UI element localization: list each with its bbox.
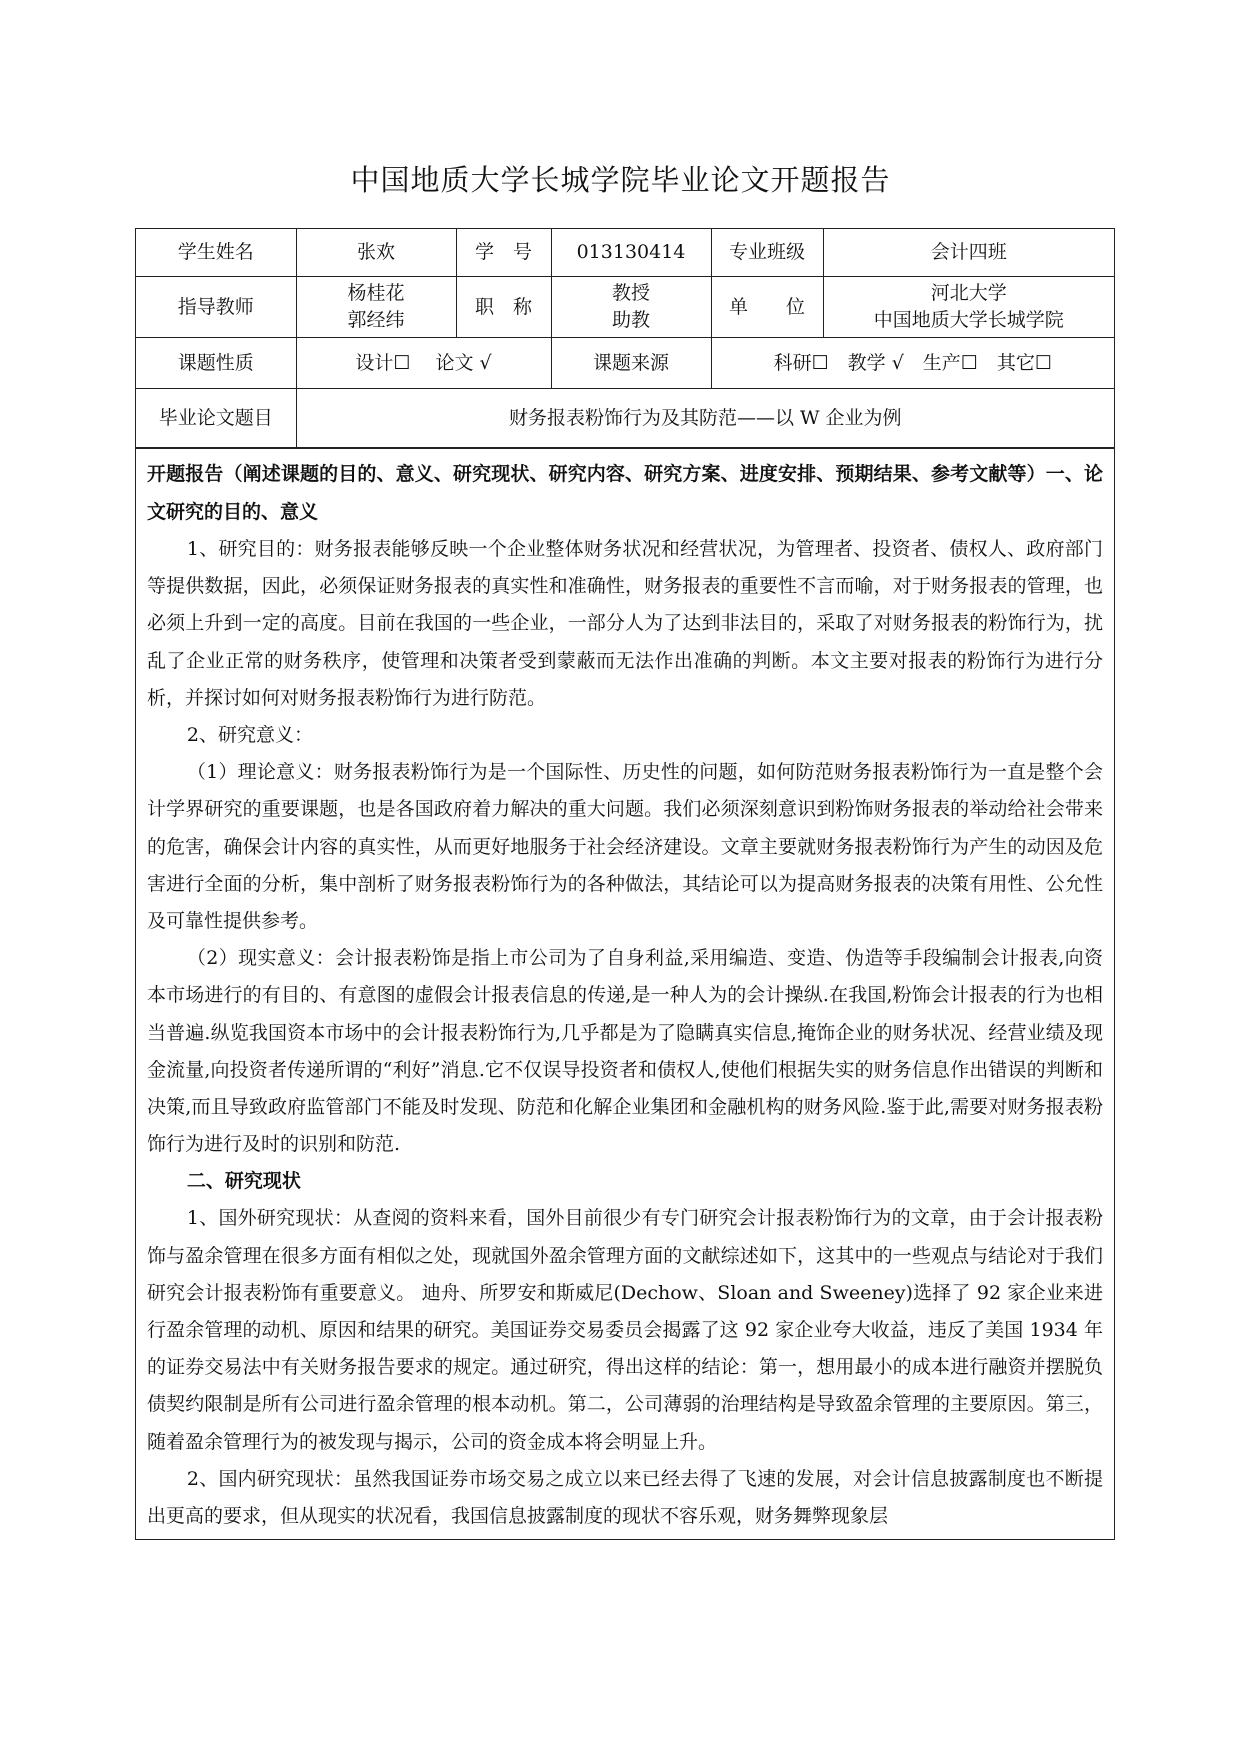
unit-value — [823, 277, 1114, 338]
info-table — [136, 229, 1114, 448]
source-value: 科研☐ 教学 √ 生产☐ 其它☐ — [711, 338, 1114, 389]
paragraph-domestic-research: 2、国内研究现状：虽然我国证券市场交易之成立以来已经去得了飞速的发展，对会计信息披露制度也不断提出更高的要求，但从现实的状况看，我国信息披露制度的现状不容乐观，财务舞弊现象层 — [147, 1467, 1103, 1528]
title-1: 教授 — [611, 282, 650, 304]
student-id-label: 学 号 — [456, 229, 551, 277]
section-research-status: 二、研究现状 — [186, 1170, 301, 1193]
title-label: 职 称 — [456, 277, 551, 338]
info-row-advisor — [136, 277, 1114, 338]
page-title: 中国地质大学长城学院毕业论文开题报告 — [350, 163, 891, 197]
unit-label: 单 位 — [711, 277, 823, 338]
paragraph-significance-title: 2、研究意义： — [186, 724, 313, 747]
source-label: 课题来源 — [551, 338, 711, 389]
report-heading: 开题报告（阐述课题的目的、意义、研究现状、研究内容、研究方案、进度安排、预期结果、参考文献等）一、论文研究的目的、意义 — [147, 463, 1103, 523]
advisor-value — [296, 277, 456, 338]
report-body — [136, 448, 1114, 1539]
nature-label: 课题性质 — [136, 338, 296, 389]
advisor-label: 指导教师 — [136, 277, 296, 338]
proposal-form — [135, 228, 1115, 1540]
student-name-value: 张欢 — [296, 229, 456, 277]
advisor-name-1: 杨桂花 — [347, 282, 405, 304]
info-row-nature — [136, 338, 1114, 389]
paragraph-foreign-research: 1、国外研究现状：从查阅的资料来看，国外目前很少有专门研究会计报表粉饰行为的文章，由于会计报表粉饰与盈余管理在很多方面有相似之处，现就国外盈余管理方面的文献综述如下，这其中的一些观点与结论对于我们研究会计报表粉饰有重要意义。 迪舟、所罗安和斯威尼(Dechow、Sloan and Sweeney)选择了 92 家企业来进行盈余管理的动机、原因和结果的研究。美国证券交易委员会揭露了这 92 家企业夸大收益，违反了美国 1934 年的证券交易法中有关财务报告要求的规定。通过研究，得出这样的结论：第一，想用最小的成本进行融资并摆脱负债契约限制是所有公司进行盈余管理的根本动机。第二，公司薄弱的治理结构是导致盈余管理的主要原因。第三，随着盈余管理行为的被发现与揭示，公司的资金成本将会明显上升。 — [147, 1207, 1103, 1453]
unit-1: 河北大学 — [930, 282, 1007, 304]
class-value: 会计四班 — [823, 229, 1114, 277]
student-id-value: 013130414 — [551, 229, 711, 277]
info-row-thesis — [136, 389, 1114, 448]
title-2: 助教 — [611, 309, 650, 331]
student-name-label: 学生姓名 — [136, 229, 296, 277]
advisor-name-2: 郭经纬 — [347, 309, 405, 331]
thesis-label: 毕业论文题目 — [136, 389, 296, 448]
thesis-title: 财务报表粉饰行为及其防范——以 W 企业为例 — [296, 389, 1114, 448]
nature-value: 设计☐ 论文 √ — [296, 338, 551, 389]
title-value — [551, 277, 711, 338]
info-row-student — [136, 229, 1114, 277]
paragraph-practice: （2）现实意义：会计报表粉饰是指上市公司为了自身利益,采用编造、变造、伪造等手段编制会计报表,向资本市场进行的有目的、有意图的虚假会计报表信息的传递,是一种人为的会计操纵.在我国,粉饰会计报表的行为也相当普遍.纵览我国资本市场中的会计报表粉饰行为,几乎都是为了隐瞒真实信息,掩饰企业的财务状况、经营业绩及现金流量,向投资者传递所谓的“利好”消息.它不仅误导投资者和债权人,使他们根据失实的财务信息作出错误的判断和决策,而且导致政府监管部门不能及时发现、防范和化解企业集团和金融机构的财务风险.鉴于此,需要对财务报表粉饰行为进行及时的识别和防范. — [147, 947, 1103, 1156]
paragraph-purpose: 1、研究目的：财务报表能够反映一个企业整体财务状况和经营状况，为管理者、投资者、债权人、政府部门等提供数据，因此，必须保证财务报表的真实性和准确性，财务报表的重要性不言而喻，对于财务报表的管理，也必须上升到一定的高度。目前在我国的一些企业，一部分人为了达到非法目的，采取了对财务报表的粉饰行为，扰乱了企业正常的财务秩序，使管理和决策者受到蒙蔽而无法作出准确的判断。本文主要对报表的粉饰行为进行分析，并探讨如何对财务报表粉饰行为进行防范。 — [147, 538, 1103, 709]
paragraph-theory: （1）理论意义：财务报表粉饰行为是一个国际性、历史性的问题，如何防范财务报表粉饰行为一直是整个会计学界研究的重要课题，也是各国政府着力解决的重大问题。我们必须深刻意识到粉饰财务报表的举动给社会带来的危害，确保会计内容的真实性，从而更好地服务于社会经济建设。文章主要就财务报表粉饰行为产生的动因及危害进行全面的分析，集中剖析了财务报表粉饰行为的各种做法，其结论可以为提高财务报表的决策有用性、公允性及可靠性提供参考。 — [147, 761, 1103, 933]
unit-2: 中国地质大学长城学院 — [873, 309, 1064, 331]
class-label: 专业班级 — [711, 229, 823, 277]
